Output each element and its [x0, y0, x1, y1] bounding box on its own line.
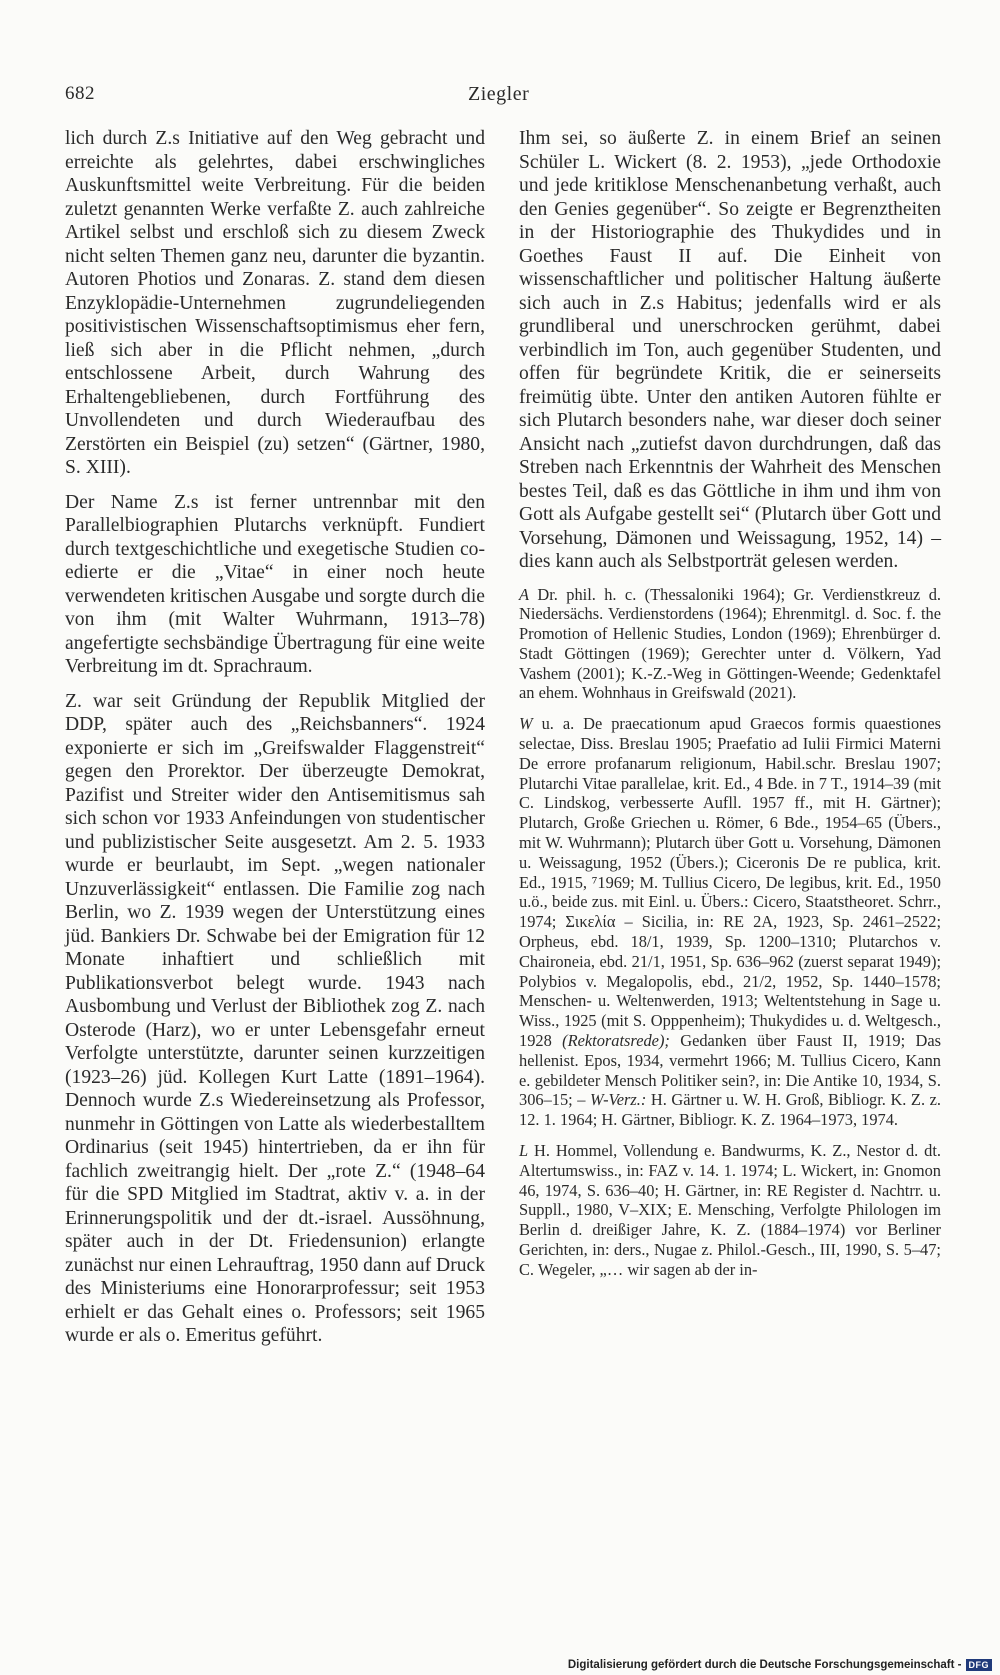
section-marker: W [519, 714, 533, 734]
works-text: u. a. De praecationum apud Graecos formis quaestiones selectae, Diss. Breslau 1905; Praefatio ad Iulii Firmici Materni De errore profanarum religionum, Habil.schr. Breslau 1907; Plutarchi Vitae parallelae, krit. Ed., 4 Bde. in 7 T., 1914–39 (mit C. Lindskog, verbesserte Aufll. 1957 ff., mit H. Gärtner); Plutarch, Große Griechen u. Römer, 6 Bde., 1954–65 (Übers., mit W. Wuhrmann); Plutarch über Gott u. Vorsehung, Dämonen u. Weissagung, 1952 (Übers.); Ciceronis De re publica, krit. Ed., 1915, ⁷1969; M. Tullius Cicero, De legibus, krit. Ed., 1950 u.ö., beide zus. mit Einl. u. Übers.: Cicero, Staatstheoret. Schrr., 1974; Σικελία – Sicilia, in: RE 2A, 1923, Sp. 2461–2522; Orpheus, ebd. 18/1, 1939, Sp. 1200–1310; Plutarchos v. Chaironeia, ebd. 21/1, 1951, Sp. 636–962 (zuerst separat 1949); Polybios v. Megalopolis, ebd., 21/2, 1952, Sp. 1440–1578; Menschen- u. Weltenwerden, 1913; Weltentstehung in Sage u. Wiss., 1925 (mit S. Opppenheim); Thukydides u. d. Weltgesch., 1928 [519, 714, 941, 1051]
works-text: Gedanken über Faust II, 1919; Das hellenist. Epos, 1934, vermehrt 1966; M. Tullius Cicero, Kann e. gebildeter Mensch Politiker sein?, in: Die Antike 10, 1934, S. 306–15; – [519, 1031, 941, 1110]
literature-text: H. Hommel, Vollendung e. Bandwurms, K. Z., Nestor d. dt. Altertumswiss., in: FAZ v. 14. 1. 1974; L. Wickert, in: Gnomon 46, 1974, S. 636–40; H. Gärtner, in: RE Register d. Nachtrr. u. Suppll., 1980, V–XIX; E. Mensching, Verfolgte Philologen im Berlin d. dreißiger Jahre, K. Z. (1884–1974) vor Berliner Gerichten, in: ders., Nugae z. Philol.-Gesch., III, 1990, S. 5–47; C. Wegeler, „… wir sagen ab der in- [519, 1141, 941, 1279]
paragraph: Ihm sei, so äußerte Z. in einem Brief an seinen Schüler L. Wickert (8. 2. 1953), „jede Orthodoxie und jede kritiklose Menschenanbetung verhaßt, auch den Genies gegenüber“. So zeigte er Begrenztheiten in der Historiographie des Thukydides und in Goethes Faust II auf. Die Einheit von wissenschaftlicher und politischer Haltung äußerte sich auch in Z.s Habitus; jedenfalls wird er als grundliberal und unerschrocken gerühmt, dabei verbindlich im Ton, auch gegenüber Studenten, und offen für begründete Kritik, die er seinerseits freimütig übte. Unter den antiken Autoren fühlte er sich Plutarch besonders nahe, war dieser doch seiner Ansicht nach „zutiefst davon durchdrungen, daß das Streben nach Erkenntnis der Wahrheit des Menschen bestes Teil, daß es das Göttliche in ihm und ihm von Gott als Aufgabe gestellt sei“ (Plutarch über Gott und Vorsehung, Dämonen und Weissagung, 1952, 14) – dies kann auch als Selbstporträt gelesen werden. [519, 128, 941, 572]
page-number: 682 [65, 83, 95, 104]
works-italic: (Rektoratsrede); [562, 1031, 670, 1051]
digitization-footer [568, 1659, 992, 1671]
footer-text: Digitalisierung gefördert durch die Deutsche Forschungsgemeinschaft - [567, 1659, 962, 1671]
right-column [519, 127, 941, 1291]
page-header [65, 83, 945, 111]
dfg-logo: DFG [966, 1659, 993, 1671]
running-head: Ziegler [468, 83, 530, 105]
works-section [519, 714, 941, 1130]
works-text: H. Gärtner u. W. H. Groß, Bibliogr. K. Z. z. 12. 1. 1964; H. Gärtner, Bibliogr. K. Z. 1964–1973, 1974. [519, 1090, 941, 1130]
section-marker: A [519, 584, 530, 604]
section-marker: L [519, 1141, 529, 1161]
awards-text: Dr. phil. h. c. (Thessaloniki 1964); Gr. Verdienstkreuz d. Niedersächs. Verdienstordens (1964); Ehrenmitgl. d. Soc. f. the Promotion of Hellenic Studies, London (1969); Ehrenbürger d. Stadt Göttingen (1969); Gerechter unter d. Völkern, Yad Vashem (2001); K.-Z.-Weg in Göttingen-Weende; Gedenktafel an ehem. Wohnhaus in Greifswald (2021). [519, 584, 941, 703]
paragraph: Der Name Z.s ist ferner untrennbar mit den Parallelbiographien Plutarchs verknüpft. Fundiert durch textgeschichtliche und exegetische Studien co-edierte er die „Vitae“ in einer noch heute verwendeten kritischen Ausgabe und sorgte durch die von ihm (mit Walter Wuhrmann, 1913–78) angefertigte sechsbändige Übertragung für eine weite Verbreitung im dt. Sprachraum. [65, 491, 485, 677]
works-italic: W-Verz.: [590, 1090, 647, 1110]
literature-section [519, 1141, 941, 1280]
awards-section [519, 585, 941, 704]
left-column [65, 127, 485, 1359]
paragraph: Z. war seit Gründung der Republik Mitglied der DDP, später auch des „Reichsbanners“. 1924 exponierte er sich im „Greifswalder Flaggenstreit“ gegen den Prorektor. Der überzeugte Demokrat, Pazifist und Streiter wider den Antisemitismus sah sich schon vor 1933 Anfeindungen von studentischer und publizistischer Seite ausgesetzt. Am 2. 5. 1933 wurde er beurlaubt, im Sept. „wegen nationaler Unzuverlässigkeit“ entlassen. Die Familie zog nach Berlin, wo Z. 1939 wegen der Unterstützung eines jüd. Bankiers Dr. Schwabe bei der Emigration für 12 Monate inhaftiert und schließlich mit Publikationsverbot belegt wurde. 1943 nach Ausbombung und Verlust der Bibliothek zog Z. nach Osterode (Harz), wo er unter Lebensgefahr erneut Verfolgte unterstützte, darunter seinen kurzzeitigen (1923–26) jüd. Kollegen Kurt Latte (1891–1964). Dennoch wurde Z.s Wiedereinsetzung als Professor, nunmehr in Göttingen von Latte als wiederbestalltem Ordinarius (seit 1945) hintertrieben, da er ihn für fachlich zweitrangig hielt. Der „rote Z.“ (1948–64 für die SPD Mitglied im Stadtrat, aktiv v. a. in der Erinnerungspolitik und der dt.-israel. Aussöhnung, später auch in der Dt. Friedensunion) erlangte zunächst nur einen Lehrauftrag, 1950 dann auf Druck des Ministeriums eine Honorarprofessur; seit 1953 erhielt er das Gehalt eines o. Professors; seit 1965 wurde er als o. Emeritus geführt. [65, 690, 486, 1346]
paragraph: lich durch Z.s Initiative auf den Weg gebracht und erreichte als gelehrtes, dabei erschwingliches Auskunftsmittel weite Verbreitung. Für die beiden zuletzt genannten Werke verfaßte Z. auch zahlreiche Artikel selbst und erschloß sich zu diesem Zweck nicht selten Themen ganz neu, darunter die byzantin. Autoren Photios und Zonaras. Z. stand dem diesen Enzyklopädie-Unternehmen zugrundeliegenden positivistischen Wissenschaftsoptimismus eher fern, ließ sich aber in die Pflicht nehmen, „durch entschlossene Arbeit, durch Wahrung des Erhaltengebliebenen, durch Fortführung des Unvollendeten und durch Wiederaufbau des Zerstörten ein Beispiel (zu) setzen“ (Gärtner, 1980, S. XIII). [65, 128, 485, 478]
